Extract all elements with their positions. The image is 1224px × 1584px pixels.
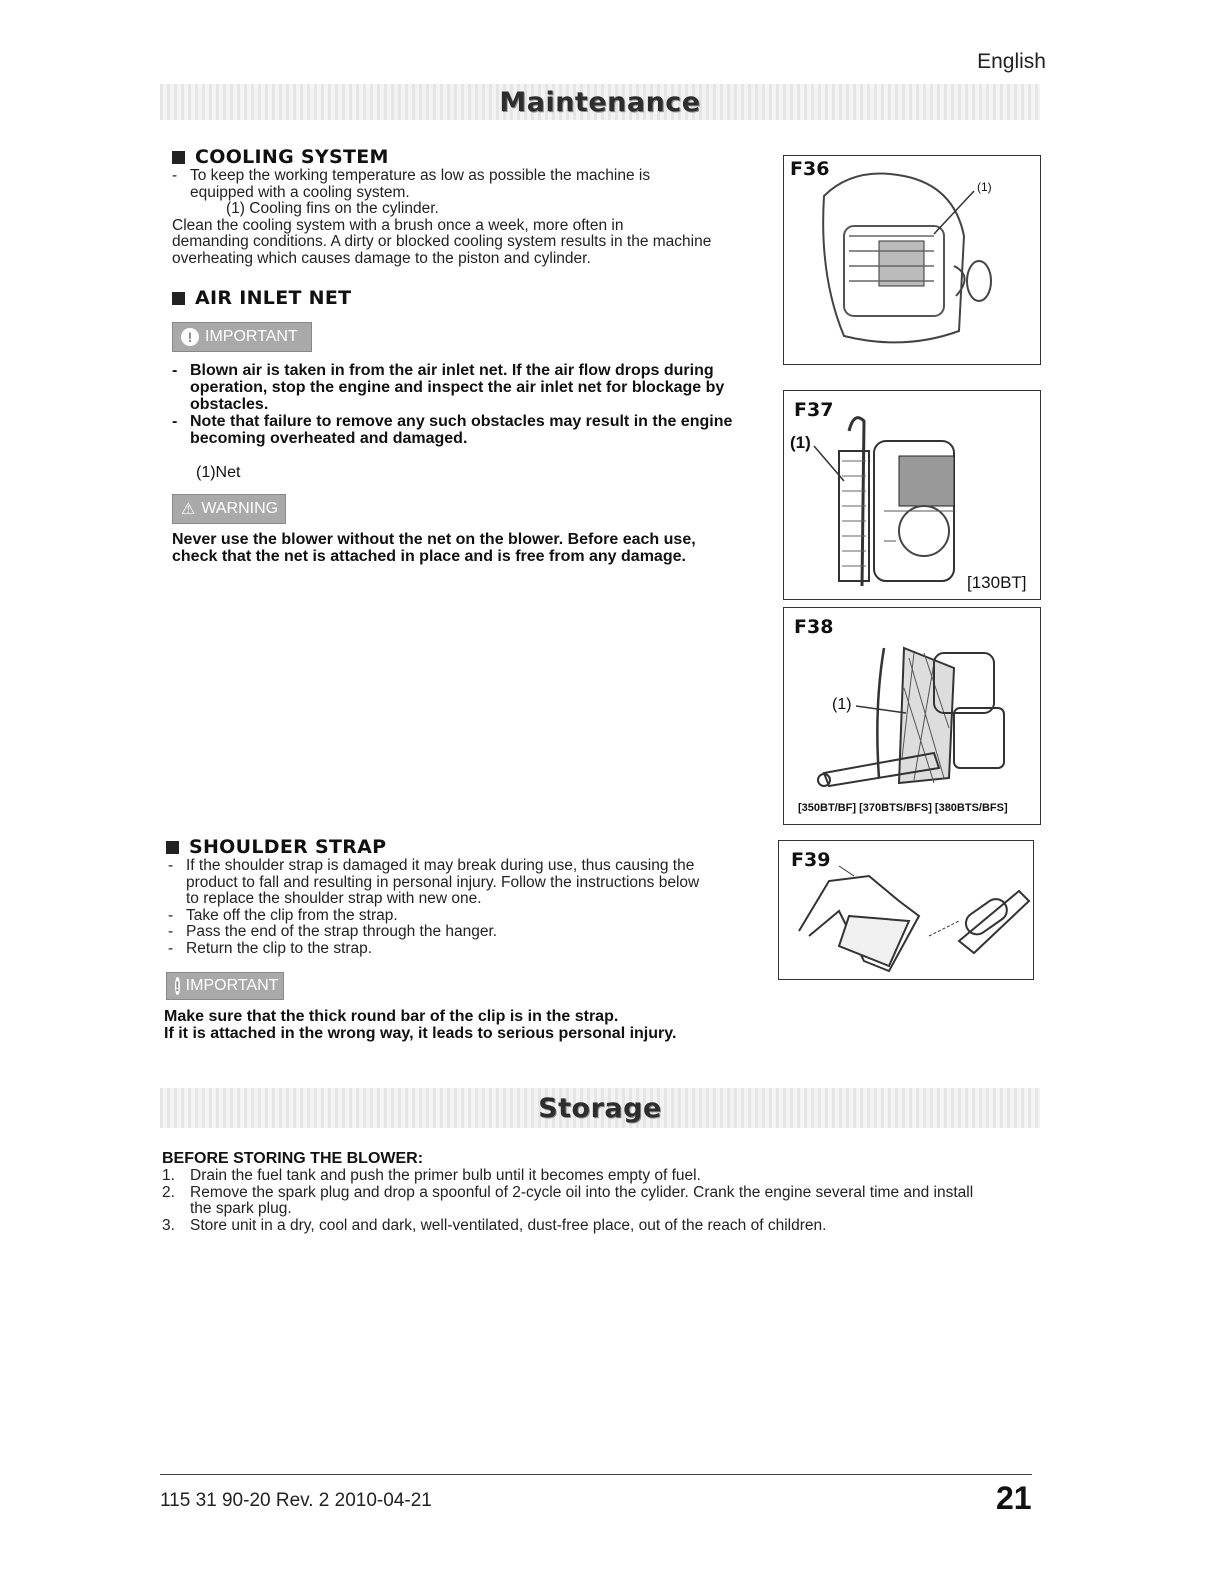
exclamation-circle-icon: ! [181,328,199,346]
callout-label: (1) [790,433,811,452]
figure-label: F38 [794,616,834,638]
bullet-square-icon [172,151,185,164]
warning-triangle-icon: ⚠ [181,501,196,518]
backpack-blower-cooling-illustration [784,156,1040,364]
important-badge: ! IMPORTANT [166,972,284,1000]
warning-badge: ⚠ WARNING [172,494,286,524]
exclamation-circle-icon: ! [175,978,180,994]
blower-side-net-illustration [784,608,1040,798]
figure-f36 [783,155,1041,365]
storage-heading: BEFORE STORING THE BLOWER: [162,1150,424,1167]
page-number: 21 [996,1480,1032,1516]
bullet-square-icon [166,841,179,854]
storage-title: Storage [538,1092,662,1124]
net-label: (1)Net [196,464,241,481]
air-inlet-net-heading: AIR INLET NET [172,287,351,309]
document-reference: 115 31 90-20 Rev. 2 2010-04-21 [160,1490,432,1511]
list-item: 3. Store unit in a dry, cool and dark, well-ventilated, dust-free place, out of the reach of children. [162,1216,827,1234]
callout-label: (1) [977,180,992,194]
model-label: [350BT/BF] [370BTS/BFS] [380BTS/BFS] [798,802,1008,814]
list-item: 1. Drain the fuel tank and push the primer bulb until it becomes empty of fuel. [162,1167,701,1184]
maintenance-title: Maintenance [499,86,701,118]
figure-label: F36 [790,158,830,180]
blower-engine-net-illustration [784,391,1040,599]
air-inlet-bullets: - Blown air is taken in from the air inlet net. If the air flow drops during operation, stop the engine and inspect the air inlet net for blockage by obstacles. - Note that failure to remove any such obstacles may result in the engine becoming overheated and damaged. [172,362,733,447]
shoulder-strap-clip-illustration [779,841,1033,979]
warning-text: Never use the blower without the net on the blower. Before each use, check that the net is attached in place and is free from any damage. [172,531,696,565]
storage-steps: 1. Drain the fuel tank and push the primer bulb until it becomes empty of fuel. 2. Remove the spark plug and drop a spoonful of 2-cycle oil into the cylider. Crank the engine several time and install the spark plug. 3. Store unit in a dry, cool and dark, well-ventilated, dust-free place, out of the reach of children. [162,1168,1042,1234]
list-item: 2. Remove the spark plug and drop a spoonful of 2-cycle oil into the cylider. Crank the engine several time and install [162,1183,974,1201]
shoulder-strap-text: - If the shoulder strap is damaged it may break during use, thus causing the product to fall and resulting in personal injury. Follow the instructions below to replace the shoulder strap with new one. - Take off the clip from the strap. - Pass the end of the strap through the hanger. - Return the clip to the strap. [168,857,700,957]
important-badge: ! IMPORTANT [172,322,312,352]
figure-f37 [783,390,1041,600]
cooling-system-text: - To keep the working temperature as low as possible the machine is equipped with a cooling system. (1) Cooling fins on the cylinder. Clean the cooling system with a brush once a week, more often in demanding conditions. A dirty or blocked cooling system results in the machine overheating which causes damage to the piston and cylinder. [172,167,712,267]
figure-label: F39 [791,849,831,871]
shoulder-strap-heading: SHOULDER STRAP [166,836,386,858]
cooling-system-heading: COOLING SYSTEM [172,146,389,168]
storage-banner [160,1088,1040,1128]
figure-f38 [783,607,1041,825]
figure-f39 [778,840,1034,980]
maintenance-banner [160,84,1040,120]
callout-label: (1) [832,696,852,713]
model-label: [130BT] [967,573,1027,592]
bullet-square-icon [172,292,185,305]
language-label: English [977,50,1046,73]
shoulder-important-text: Make sure that the thick round bar of the clip is in the strap. If it is attached in the wrong way, it leads to serious personal injury. [164,1008,677,1042]
figure-label: F37 [794,399,834,421]
footer-divider [160,1474,1032,1475]
